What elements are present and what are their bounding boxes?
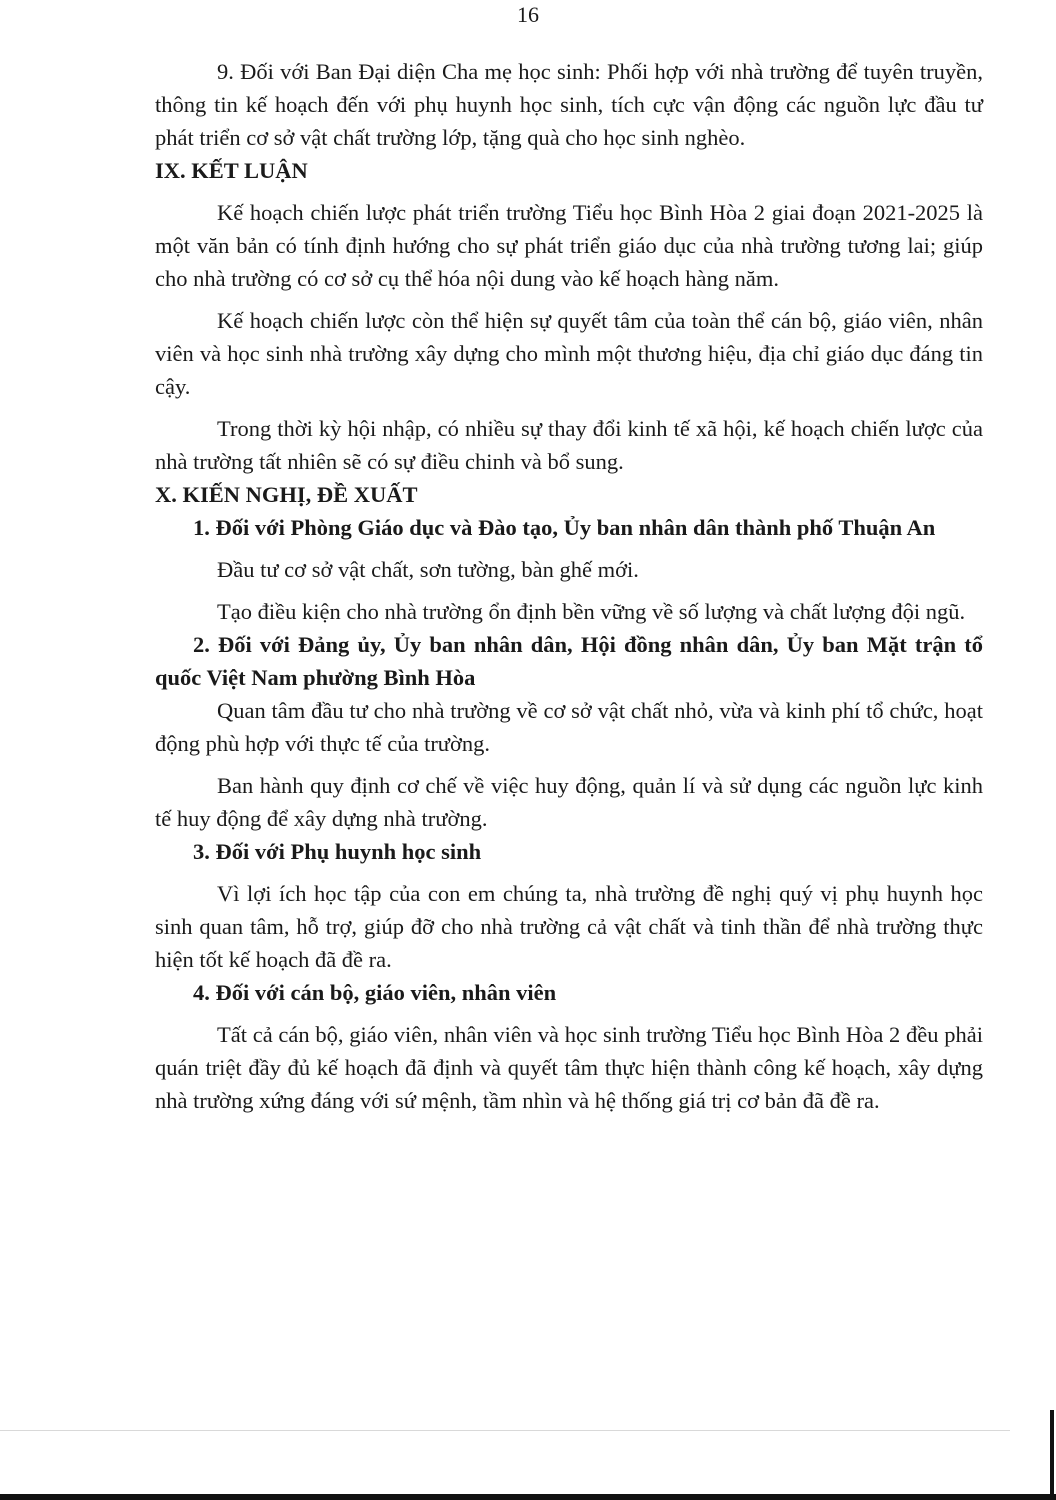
paragraph-regulations: Ban hành quy định cơ chế về việc huy động, quản lí và sử dụng các nguồn lực kinh tế huy động để xây dựng nhà trường. — [155, 773, 983, 831]
heading-conclusion: IX. KẾT LUẬN — [155, 158, 308, 183]
paragraph-strategic-plan: Kế hoạch chiến lược phát triển trường Tiểu học Bình Hòa 2 giai đoạn 2021-2025 là một văn bản có tính định hướng cho sự phát triển giáo dục của nhà trường tương lai; giúp cho nhà trường có cơ sở cụ thể hóa nội dung vào kế hoạch hàng năm. — [155, 200, 983, 291]
scan-divider — [0, 1430, 1010, 1431]
scan-edge-right — [1050, 1410, 1054, 1500]
subheading-department-education: 1. Đối với Phòng Giáo dục và Đào tạo, Ủy ban nhân dân thành phố Thuận An — [193, 515, 936, 540]
paragraph-staff-commitment: Tất cả cán bộ, giáo viên, nhân viên và học sinh trường Tiểu học Bình Hòa 2 đều phải quán triệt đầy đủ kế hoạch đã định và quyết tâm thực hiện thành công kế hoạch, xây dựng nhà trường xứng đáng với sứ mệnh, tầm nhìn và hệ thống giá trị cơ bản đã đề ra. — [155, 1022, 983, 1113]
paragraph-facilities: Đầu tư cơ sở vật chất, sơn tường, bàn ghế mới. — [217, 557, 639, 582]
document-body — [155, 55, 983, 1117]
subheading-party-committee: 2. Đối với Đảng ủy, Ủy ban nhân dân, Hội đồng nhân dân, Ủy ban Mặt trận tổ quốc Việt Nam phường Bình Hòa — [155, 632, 983, 690]
paragraph-parent-board: 9. Đối với Ban Đại diện Cha mẹ học sinh: Phối hợp với nhà trường để tuyên truyền, thông tin kế hoạch đến với phụ huynh học sinh, tích cực vận động các nguồn lực đầu tư phát triển cơ sở vật chất trường lớp, tặng quà cho học sinh nghèo. — [155, 59, 983, 150]
paragraph-integration: Trong thời kỳ hội nhập, có nhiều sự thay đổi kinh tế xã hội, kế hoạch chiến lược của nhà trường tất nhiên sẽ có sự điều chinh và bổ sung. — [155, 416, 983, 474]
scan-edge-bottom — [0, 1494, 1056, 1500]
page-number: 16 — [517, 2, 539, 27]
subheading-parents: 3. Đối với Phụ huynh học sinh — [193, 839, 482, 864]
paragraph-parents-support: Vì lợi ích học tập của con em chúng ta, nhà trường đề nghị quý vị phụ huynh học sinh quan tâm, hỗ trợ, giúp đỡ cho nhà trường cả vật chất và tinh thần để nhà trường thực hiện tốt kế hoạch đã đề ra. — [155, 881, 983, 972]
paragraph-staff-stability: Tạo điều kiện cho nhà trường ổn định bền vững về số lượng và chất lượng đội ngũ. — [217, 599, 966, 624]
heading-recommendations: X. KIẾN NGHỊ, ĐỀ XUẤT — [155, 482, 418, 507]
paragraph-determination: Kế hoạch chiến lược còn thể hiện sự quyết tâm của toàn thể cán bộ, giáo viên, nhân viên và học sinh nhà trường xây dựng cho mình một thương hiệu, địa chỉ giáo dục đáng tin cậy. — [155, 308, 983, 399]
paragraph-investment: Quan tâm đầu tư cho nhà trường về cơ sở vật chất nhỏ, vừa và kinh phí tổ chức, hoạt động phù hợp với thực tế của trường. — [155, 698, 983, 756]
subheading-staff: 4. Đối với cán bộ, giáo viên, nhân viên — [193, 980, 557, 1005]
